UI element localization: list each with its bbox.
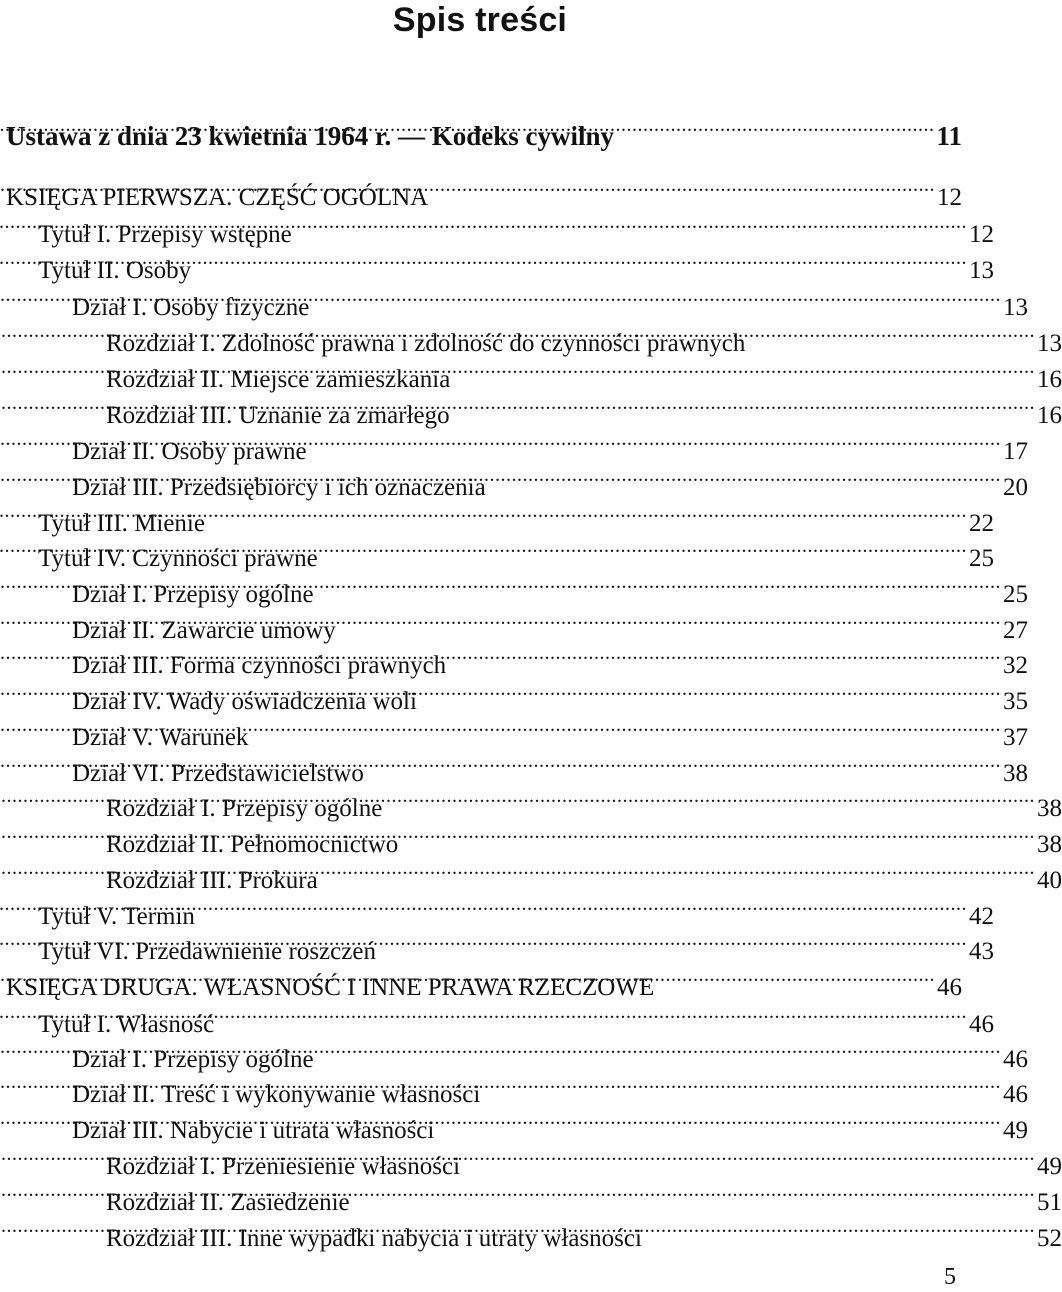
toc-entry[interactable]: [0, 566, 1028, 608]
dot-leader: [197, 888, 967, 924]
toc-entry-title: Tytuł II. Osoby: [38, 257, 192, 284]
toc-entry[interactable]: [0, 923, 994, 965]
toc-entry-title: Rozdział III. Inne wypadki nabycia i utraty własności: [106, 1225, 642, 1252]
toc-entry-title: Tytuł V. Termin: [38, 903, 195, 930]
toc-entry-title: Ustawa z dnia 23 kwietnia 1964 r. — Kodeks cywilny: [6, 121, 615, 151]
toc-entry-page: 12: [937, 184, 962, 211]
toc-entry-title: Dział III. Forma czynności prawnych: [72, 652, 447, 679]
dot-leader: [338, 602, 1001, 638]
toc-entry[interactable]: [0, 387, 1062, 429]
toc-entry-page: 37: [1003, 724, 1028, 751]
toc-entry-page: 20: [1003, 474, 1028, 501]
dot-leader: [400, 816, 1035, 852]
dot-leader: [309, 423, 1001, 459]
toc-entry-page: 38: [1037, 795, 1062, 822]
dot-leader: [644, 1210, 1035, 1246]
toc-entry-title: Dział IV. Wady oświadczenia woli: [72, 688, 417, 715]
toc-entry-title: Tytuł I. Przepisy wstępne: [38, 221, 292, 248]
toc-entry[interactable]: [0, 780, 1062, 822]
toc-entry-title: Tytuł I. Własność: [38, 1011, 215, 1038]
dot-leader: [452, 387, 1035, 423]
toc-entry[interactable]: [0, 169, 962, 211]
toc-entry[interactable]: [0, 852, 1062, 894]
toc-entry[interactable]: [0, 279, 1028, 321]
toc-entry-page: 46: [969, 1011, 994, 1038]
dot-leader: [216, 996, 967, 1032]
toc-entry-title: Dział III. Nabycie i utrata własności: [72, 1117, 435, 1144]
toc-entry-title: Dział I. Przepisy ogólne: [72, 1046, 314, 1073]
toc-entry[interactable]: [0, 315, 1062, 357]
toc-entry[interactable]: [0, 459, 1028, 501]
toc-entry[interactable]: [0, 637, 1028, 679]
toc-entry-page: 49: [1037, 1153, 1062, 1180]
toc-entry-title: Dział VI. Przedstawicielstwo: [72, 760, 364, 787]
dot-leader: [193, 242, 967, 278]
toc-entry-page: 46: [937, 974, 962, 1001]
dot-leader: [448, 637, 1001, 673]
toc-entry[interactable]: [0, 1102, 1028, 1144]
toc-entry-page: 46: [1003, 1081, 1028, 1108]
dot-leader: [320, 852, 1035, 888]
toc-entry-title: Rozdział II. Zasiedzenie: [106, 1189, 350, 1216]
toc-entry-page: 25: [969, 545, 994, 572]
page-title: Spis treści: [392, 1, 568, 39]
toc-entry[interactable]: [0, 1174, 1062, 1216]
dot-leader: [384, 780, 1035, 816]
toc-entry[interactable]: [0, 959, 962, 1001]
toc-entry[interactable]: [0, 745, 1028, 787]
toc-entry-page: 49: [1003, 1117, 1028, 1144]
toc-entry-title: Dział I. Przepisy ogólne: [72, 581, 314, 608]
dot-leader: [378, 923, 967, 959]
toc-entry-page: 40: [1037, 867, 1062, 894]
dot-leader: [430, 169, 935, 205]
dot-leader: [311, 279, 1001, 315]
toc-entry[interactable]: [0, 996, 994, 1038]
toc-entry-title: Dział II. Treść i wykonywanie własności: [72, 1081, 481, 1108]
dot-leader: [316, 566, 1001, 602]
dot-leader: [250, 709, 1001, 745]
dot-leader: [294, 206, 967, 242]
dot-leader: [207, 495, 967, 531]
toc-entry[interactable]: [0, 530, 994, 572]
toc-entry[interactable]: [0, 816, 1062, 858]
toc-entry-page: 35: [1003, 688, 1028, 715]
dot-leader: [366, 745, 1001, 781]
toc-entry-title: Dział II. Zawarcie umowy: [72, 617, 336, 644]
toc-entry-page: 27: [1003, 617, 1028, 644]
dot-leader: [352, 1174, 1035, 1210]
toc-entry-title: Rozdział I. Przeniesienie własności: [106, 1153, 461, 1180]
toc-entry[interactable]: [0, 602, 1028, 644]
toc-entry-page: 51: [1037, 1189, 1062, 1216]
toc-entry[interactable]: [0, 242, 994, 284]
toc-entry-title: Dział III. Przedsiębiorcy i ich oznaczenia: [72, 474, 486, 501]
toc-entry-page: 12: [969, 221, 994, 248]
toc-entry[interactable]: [0, 206, 994, 248]
toc-entry-title: KSIĘGA DRUGA. WŁASNOŚĆ I INNE PRAWA RZECZOWE: [6, 974, 655, 1001]
toc-entry[interactable]: [0, 423, 1028, 465]
toc-entry[interactable]: [0, 673, 1028, 715]
toc-entry-page: 32: [1003, 652, 1028, 679]
dot-leader: [482, 1066, 1001, 1102]
toc-entry-title: Dział I. Osoby fizyczne: [72, 294, 310, 321]
toc-entry-title: KSIĘGA PIERWSZA. CZĘŚĆ OGÓLNA: [6, 184, 429, 211]
toc-entry-page: 13: [969, 257, 994, 284]
toc-entry-page: 13: [1003, 294, 1028, 321]
toc-entry-title: Rozdział I. Przepisy ogólne: [106, 795, 383, 822]
toc-entry-title: Dział II. Osoby prawne: [72, 438, 307, 465]
toc-entry[interactable]: [0, 351, 1062, 393]
toc-entry-page: 43: [969, 938, 994, 965]
toc-entry-title: Tytuł IV. Czynności prawne: [38, 545, 318, 572]
toc-entry[interactable]: [0, 1138, 1062, 1180]
toc-entry-page: 13: [1037, 330, 1062, 357]
toc-entry-page: 22: [969, 510, 994, 537]
toc-entry-page: 38: [1003, 760, 1028, 787]
dot-leader: [436, 1102, 1001, 1138]
toc-entry-page: 25: [1003, 581, 1028, 608]
dot-leader: [419, 673, 1001, 709]
toc-entry-title: Rozdział II. Miejsce zamieszkania: [106, 366, 451, 393]
toc-entry-page: 11: [936, 121, 962, 151]
toc-entry-title: Rozdział III. Prokura: [106, 867, 318, 894]
toc-heading[interactable]: [0, 109, 962, 151]
toc-entry[interactable]: [0, 709, 1028, 751]
toc-entry-page: 42: [969, 903, 994, 930]
toc-entry-page: 52: [1037, 1225, 1062, 1252]
toc-entry[interactable]: [0, 1210, 1062, 1252]
dot-leader: [320, 530, 967, 566]
toc-entry[interactable]: [0, 495, 994, 537]
toc-entry-page: 17: [1003, 438, 1028, 465]
toc-entry[interactable]: [0, 1031, 1028, 1073]
toc-entry-title: Dział V. Warunek: [72, 724, 249, 751]
toc-entry-page: 46: [1003, 1046, 1028, 1073]
toc-entry-page: 38: [1037, 831, 1062, 858]
toc-entry-title: Rozdział I. Zdolność prawna i zdolność do czynności prawnych: [106, 330, 746, 357]
toc-entry-title: Tytuł III. Mienie: [38, 510, 205, 537]
dot-leader: [616, 109, 934, 145]
page-number: 5: [944, 1264, 956, 1290]
toc-entry-title: Tytuł VI. Przedawnienie roszczeń: [38, 938, 376, 965]
dot-leader: [462, 1138, 1035, 1174]
toc-entry[interactable]: [0, 1066, 1028, 1108]
dot-leader: [316, 1031, 1001, 1067]
toc-entry-page: 16: [1037, 402, 1062, 429]
dot-leader: [488, 459, 1001, 495]
toc-entry-title: Rozdział II. Pełnomocnictwo: [106, 831, 399, 858]
toc-entry[interactable]: [0, 888, 994, 930]
dot-leader: [452, 351, 1035, 387]
toc-entry-page: 16: [1037, 366, 1062, 393]
dot-leader: [656, 959, 935, 995]
dot-leader: [747, 315, 1035, 351]
toc-entry-title: Rozdział III. Uznanie za zmarłego: [106, 402, 450, 429]
